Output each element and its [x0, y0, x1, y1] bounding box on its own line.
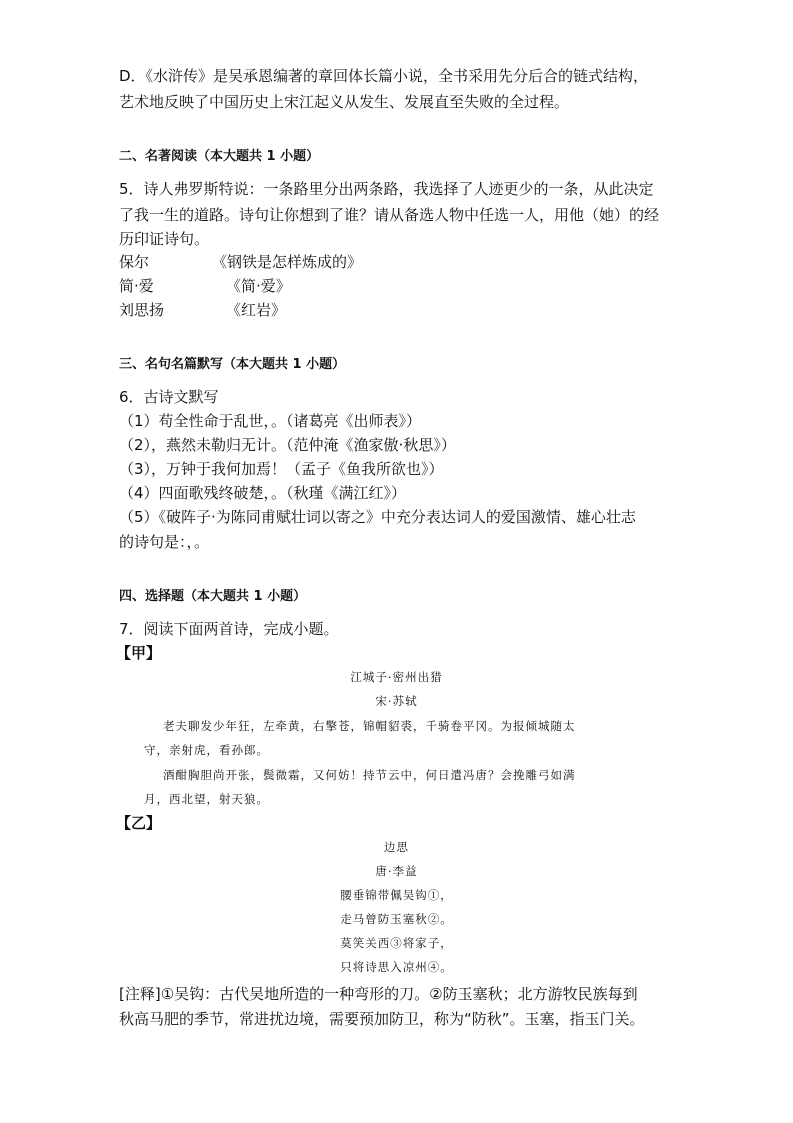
poem-2-author: 唐·李益	[375, 864, 418, 878]
question-6-item: （4）四面歌残终破楚，。（秋瑾《满江红》）	[119, 484, 407, 502]
question-7-title: 7．阅读下面两首诗，完成小题。	[119, 620, 339, 638]
question-5-line-1: 5．诗人弗罗斯特说：一条路里分出两条路，我选择了人迹更少的一条，从此决定	[119, 180, 654, 198]
section-heading-recitation: 三、名句名篇默写（本大题共 1 小题）	[119, 357, 346, 372]
candidate-book: 《钢铁是怎样炼成的》	[212, 253, 363, 271]
poem-1-author: 宋·苏轼	[375, 694, 418, 708]
label-jia: 【甲】	[116, 644, 162, 662]
question-6-item: 的诗句是：，。	[119, 533, 210, 551]
option-d-line-2: 艺术地反映了中国历史上宋江起义从发生、发展直至失败的全过程。	[119, 93, 570, 111]
poem-1-line: 酒酣胸胆尚开张，鬓微霜，又何妨！持节云中，何日遣冯唐？会挽雕弓如满	[163, 768, 576, 782]
question-6-item: （5）《破阵子·为陈同甫赋壮词以寄之》中充分表达词人的爱国激情、雄心壮志	[119, 508, 636, 526]
section-heading-choice: 四、选择题（本大题共 1 小题）	[119, 589, 307, 604]
section-heading-reading: 二、名著阅读（本大题共 1 小题）	[119, 149, 320, 164]
notes-line-1: [注释]①吴钩：古代吴地所造的一种弯形的刀。②防玉塞秋；北方游牧民族每到	[119, 985, 638, 1003]
question-6-title: 6．古诗文默写	[119, 388, 219, 406]
candidate-book: 《红岩》	[226, 301, 287, 319]
question-5-line-3: 历印证诗句。	[119, 230, 210, 248]
question-6-item: （1）苟全性命于乱世，。（诸葛亮《出师表》）	[119, 412, 422, 430]
option-d-line-1: D．《水浒传》是吴承恩编著的章回体长篇小说，全书采用先分后合的链式结构，	[119, 67, 649, 85]
label-yi: 【乙】	[116, 814, 162, 832]
question-6-item: （3），万钟于我何加焉！（孟子《鱼我所欲也》）	[119, 460, 444, 478]
notes-line-2: 秋高马肥的季节，常进扰边境，需要预加防卫，称为“防秋”。玉塞，指玉门关。	[119, 1010, 645, 1028]
poem-2-line: 只将诗思入凉州④。	[340, 960, 453, 974]
poem-2-line: 莫笑关西③将家子，	[340, 936, 453, 950]
question-5-line-2: 了我一生的道路。诗句让你想到了谁？请从备选人物中任选一人，用他（她）的经	[119, 206, 660, 224]
poem-1-line: 守，亲射虎，看孙郎。	[144, 743, 269, 757]
candidate-book: 《简·爱》	[226, 277, 291, 295]
candidate-name: 简·爱	[119, 277, 154, 295]
poem-2-line: 腰垂锦带佩吴钩①，	[340, 888, 453, 902]
candidate-name: 保尔	[119, 253, 150, 271]
poem-1-line: 老夫聊发少年狂，左牵黄，右擎苍，锦帽貂裘，千骑卷平冈。为报倾城随太	[163, 719, 576, 733]
question-6-item: （2），燕然未勒归无计。（范仲淹《渔家傲·秋思》）	[119, 436, 456, 454]
poem-2-title: 边思	[384, 840, 409, 854]
poem-2-line: 走马曾防玉塞秋②。	[340, 912, 453, 926]
candidate-name: 刘思扬	[119, 301, 165, 319]
poem-1-title: 江城子·密州出猎	[350, 670, 443, 684]
poem-1-line: 月，西北望，射天狼。	[144, 792, 269, 806]
